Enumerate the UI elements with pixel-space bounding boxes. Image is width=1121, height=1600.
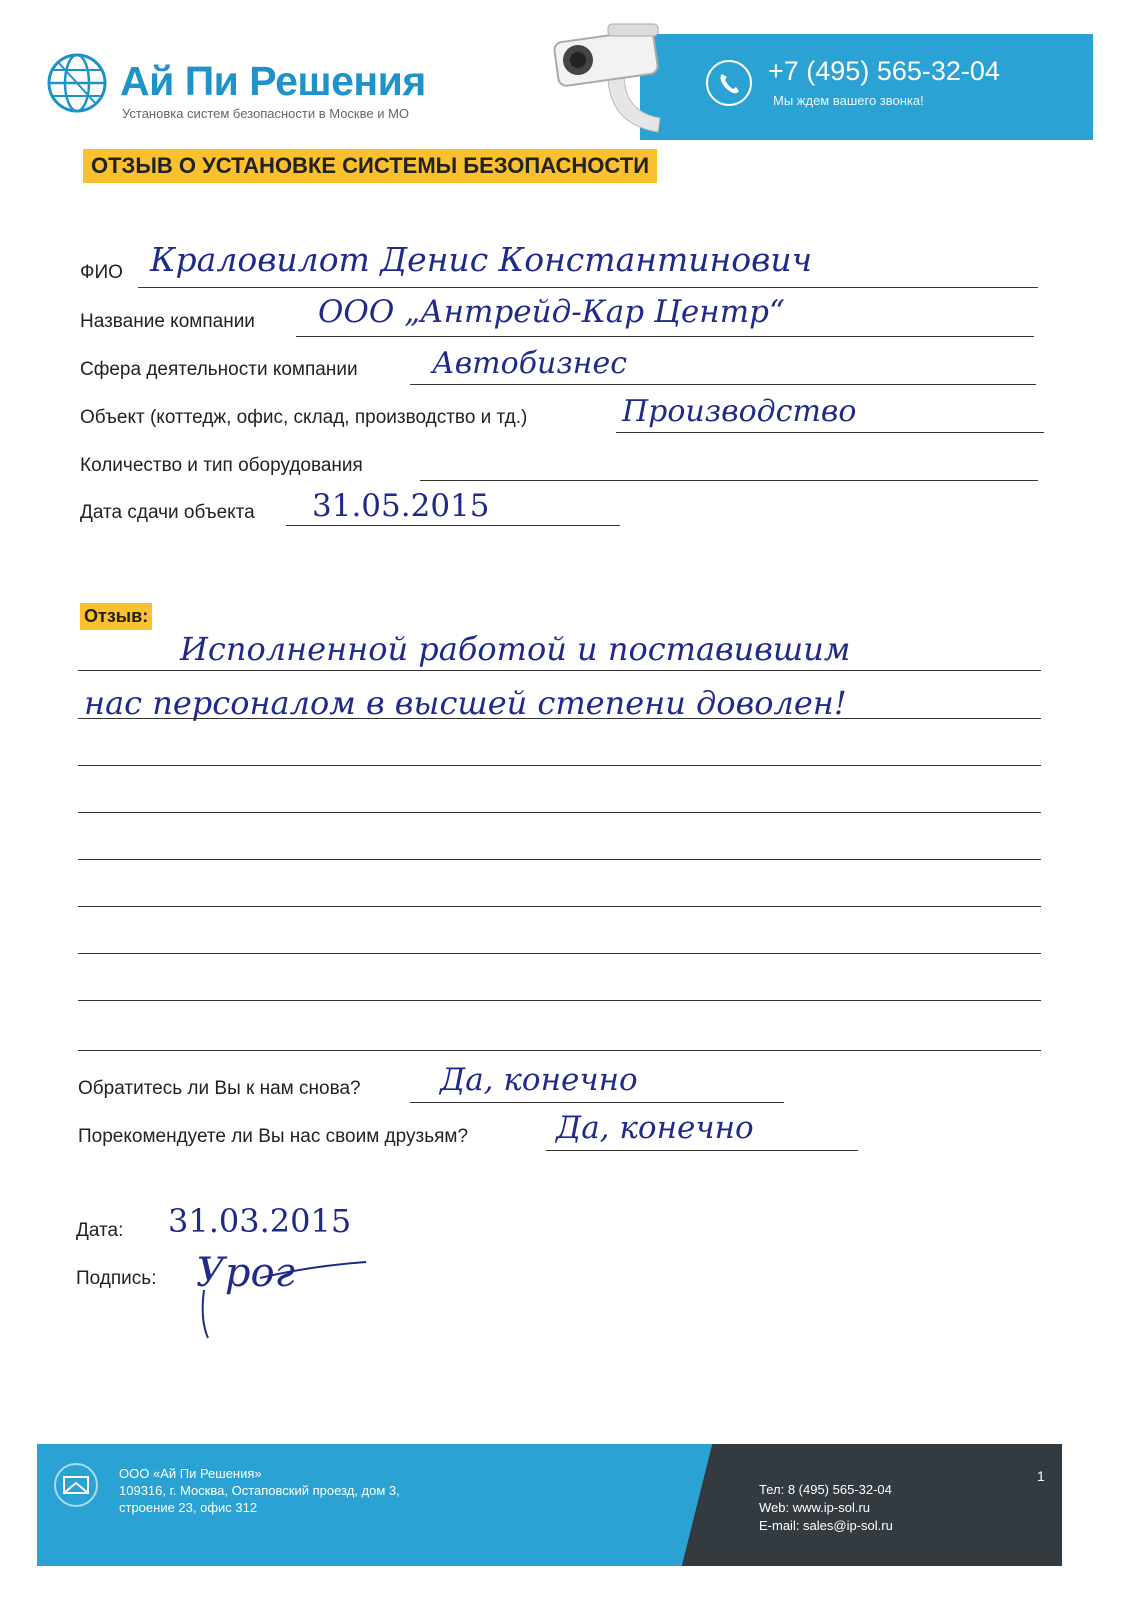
footer-address-2: строение 23, офис 312 [119, 1500, 258, 1515]
date-label: Дата: [76, 1220, 124, 1241]
review-rule [78, 812, 1041, 813]
recommend-label: Порекомендуете ли Вы нас своим друзьям? [78, 1126, 469, 1147]
sphere-label: Сфера деятельности компании [80, 359, 358, 380]
again-line [410, 1102, 784, 1103]
footer-email-link[interactable]: E-mail: sales@ip-sol.ru [759, 1518, 893, 1533]
company-value: ООО „Антрейд-Кар Центр“ [318, 294, 785, 330]
handover-date-line [286, 525, 620, 526]
fio-value: Краловилот Денис Константинович [150, 240, 813, 279]
review-rule [78, 1050, 1041, 1051]
review-label: Отзыв: [80, 603, 152, 630]
mail-envelope-icon [53, 1462, 99, 1508]
company-line [296, 336, 1034, 337]
header-phone[interactable]: +7 (495) 565-32-04 [768, 56, 1000, 86]
fio-label: ФИО [80, 262, 123, 283]
review-rule [78, 765, 1041, 766]
brand-name: Ай Пи Решения [120, 58, 426, 104]
company-label: Название компании [80, 311, 255, 332]
review-rule [78, 1000, 1041, 1001]
review-rule [78, 670, 1041, 671]
sphere-value: Автобизнес [432, 346, 627, 381]
footer-address-1: 109316, г. Москва, Остаповский проезд, дом 3, [119, 1483, 400, 1498]
handover-date-value: 31.05.2015 [312, 488, 490, 524]
review-line-1: Исполненной работой и поставившим [180, 630, 851, 668]
equipment-line [420, 480, 1038, 481]
date-value: 31.03.2015 [168, 1202, 352, 1240]
globe-logo-icon [46, 52, 108, 114]
equipment-label: Количество и тип оборудования [80, 455, 363, 476]
again-label: Обратитесь ли Вы к нам снова? [78, 1078, 361, 1099]
signature-value: Урог [196, 1250, 295, 1296]
footer-bar [37, 1444, 1062, 1566]
footer-web-link[interactable]: Web: www.ip-sol.ru [759, 1500, 871, 1515]
review-line-2: нас персоналом в высшей степени доволен! [84, 684, 847, 722]
recommend-line [546, 1150, 858, 1151]
review-rule [78, 953, 1041, 954]
object-value: Производство [622, 394, 857, 429]
fio-line [138, 287, 1038, 288]
brand-tagline: Установка систем безопасности в Москве и МО [122, 106, 410, 121]
footer-company: ООО «Ай Пи Решения» [119, 1466, 262, 1481]
page-number: 1 [1037, 1468, 1045, 1484]
security-camera-icon [548, 14, 688, 139]
phone-icon [706, 60, 752, 106]
header-phone-note: Мы ждем вашего звонка! [773, 93, 924, 108]
document-title: ОТЗЫВ О УСТАНОВКЕ СИСТЕМЫ БЕЗОПАСНОСТИ [83, 149, 657, 183]
handover-date-label: Дата сдачи объекта [80, 502, 255, 523]
review-rule [78, 718, 1041, 719]
review-rule [78, 859, 1041, 860]
footer-phone[interactable]: Тел: 8 (495) 565-32-04 [759, 1482, 892, 1497]
again-value: Да, конечно [440, 1062, 638, 1098]
signature-stroke [190, 1250, 380, 1345]
signature-label: Подпись: [76, 1268, 157, 1289]
review-rule [78, 906, 1041, 907]
recommend-value: Да, конечно [556, 1110, 754, 1146]
object-label: Объект (коттедж, офис, склад, производство и тд.) [80, 407, 528, 428]
object-line [616, 432, 1044, 433]
sphere-line [410, 384, 1036, 385]
